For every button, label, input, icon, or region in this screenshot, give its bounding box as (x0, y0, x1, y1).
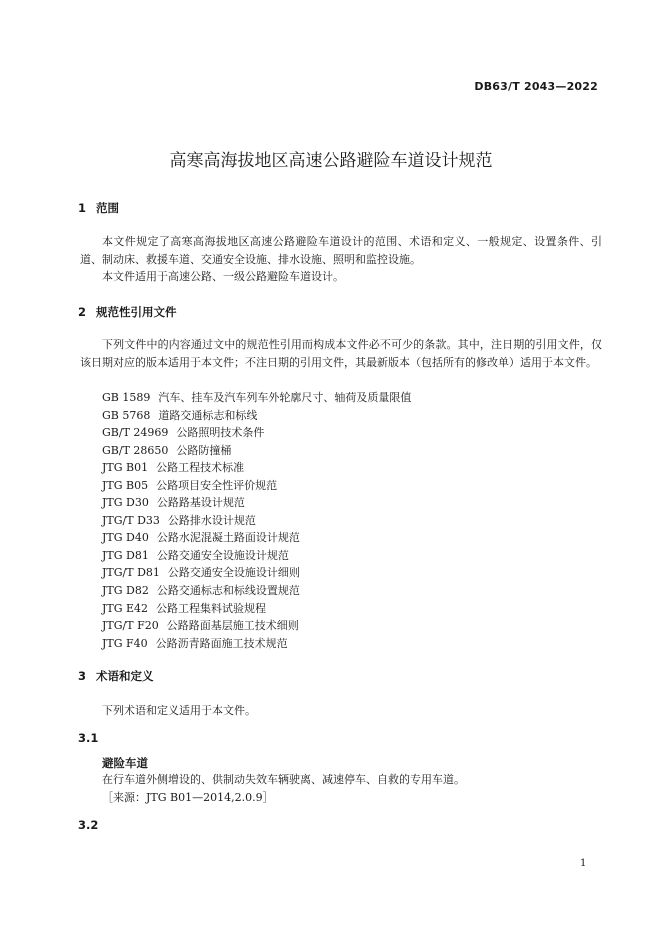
reference-item (102, 564, 411, 582)
reference-title: 公路防撞桶 (176, 443, 232, 457)
reference-code: JTG D82 (102, 584, 149, 598)
reference-title: 公路排水设计规范 (167, 513, 256, 527)
section-title: 规范性引用文件 (96, 305, 177, 319)
reference-title: 公路沥青路面施工技术规范 (155, 636, 288, 650)
section-title: 范围 (96, 201, 119, 215)
reference-item (102, 389, 411, 407)
term-3-1-definition: 在行车道外侧增设的、供制动失效车辆驶离、减速停车、自救的专用车道。 (102, 773, 465, 786)
reference-code: GB 5768 (102, 408, 151, 422)
section-number: 2 (78, 305, 87, 319)
doc-code: DB63/T 2043—2022 (474, 80, 598, 93)
reference-title: 公路项目安全性评价规范 (156, 478, 278, 492)
document-title: 高寒高海拔地区高速公路避险车道设计规范 (169, 151, 493, 171)
reference-item (102, 600, 411, 618)
reference-title: 公路路面基层施工技术细则 (166, 619, 299, 633)
page-number: 1 (580, 858, 587, 869)
reference-item (102, 424, 411, 442)
term-3-2-number: 3.2 (78, 818, 99, 832)
reference-title: 公路照明技术条件 (176, 426, 265, 440)
section-1-heading (78, 200, 119, 216)
reference-code: JTG D30 (102, 496, 149, 510)
reference-item (102, 529, 411, 547)
reference-item (102, 459, 411, 477)
reference-title: 公路工程技术标准 (156, 461, 245, 475)
reference-title: 公路交通标志和标线设置规范 (156, 584, 300, 598)
reference-title: 汽车、挂车及汽车列车外轮廓尺寸、轴荷及质量限值 (158, 391, 412, 404)
reference-item (102, 494, 411, 512)
section-title: 术语和定义 (96, 669, 154, 683)
reference-title: 道路交通标志和标线 (158, 408, 258, 422)
section-2-heading (78, 304, 177, 320)
reference-code: JTG B01 (102, 461, 149, 475)
reference-item (102, 407, 411, 425)
reference-code: GB/T 24969 (102, 426, 169, 440)
reference-code: JTG/T D81 (102, 566, 160, 580)
section-number: 3 (78, 669, 87, 683)
scope-paragraph-1: 本文件规定了高寒高海拔地区高速公路避险车道设计的范围、术语和定义、一般规定、设置条件、引道、制动床、救援车道、交通安全设施、排水设施、照明和监控设施。 (80, 235, 602, 266)
reference-item (102, 512, 411, 530)
reference-code: JTG E42 (102, 601, 149, 615)
reference-title: 公路交通安全设施设计细则 (167, 566, 300, 580)
reference-code: GB/T 28650 (102, 443, 169, 457)
reference-item (102, 582, 411, 600)
reference-code: JTG/T D33 (102, 513, 160, 527)
reference-code: JTG D40 (102, 531, 149, 545)
term-3-1-name: 避险车道 (102, 756, 148, 770)
reference-title: 公路路基设计规范 (156, 496, 245, 510)
reference-code: GB 1589 (102, 391, 151, 404)
reference-list (102, 389, 411, 652)
term-3-1-number: 3.1 (78, 731, 99, 745)
section-number: 1 (78, 201, 87, 215)
reference-code: JTG B05 (102, 478, 149, 492)
references-intro: 下列文件中的内容通过文中的规范性引用而构成本文件必不可少的条款。其中，注日期的引用文件，仅该日期对应的版本适用于本文件；不注日期的引用文件，其最新版本（包括所有的修改单）适用于本文件。 (80, 338, 602, 369)
reference-code: JTG/T F20 (102, 619, 159, 633)
scope-paragraph-2: 本文件适用于高速公路、一级公路避险车道设计。 (102, 270, 344, 283)
reference-item (102, 547, 411, 565)
reference-code: JTG F40 (102, 636, 148, 650)
reference-title: 公路交通安全设施设计规范 (156, 548, 289, 562)
term-3-1-source: ［来源：JTG B01—2014,2.0.9］ (102, 791, 274, 804)
reference-code: JTG D81 (102, 548, 149, 562)
reference-item (102, 635, 411, 653)
reference-item (102, 477, 411, 495)
terms-intro: 下列术语和定义适用于本文件。 (102, 704, 256, 717)
reference-title: 公路水泥混凝土路面设计规范 (156, 531, 300, 545)
reference-item (102, 442, 411, 460)
reference-title: 公路工程集料试验规程 (156, 601, 267, 615)
section-3-heading (78, 668, 154, 684)
reference-item (102, 617, 411, 635)
